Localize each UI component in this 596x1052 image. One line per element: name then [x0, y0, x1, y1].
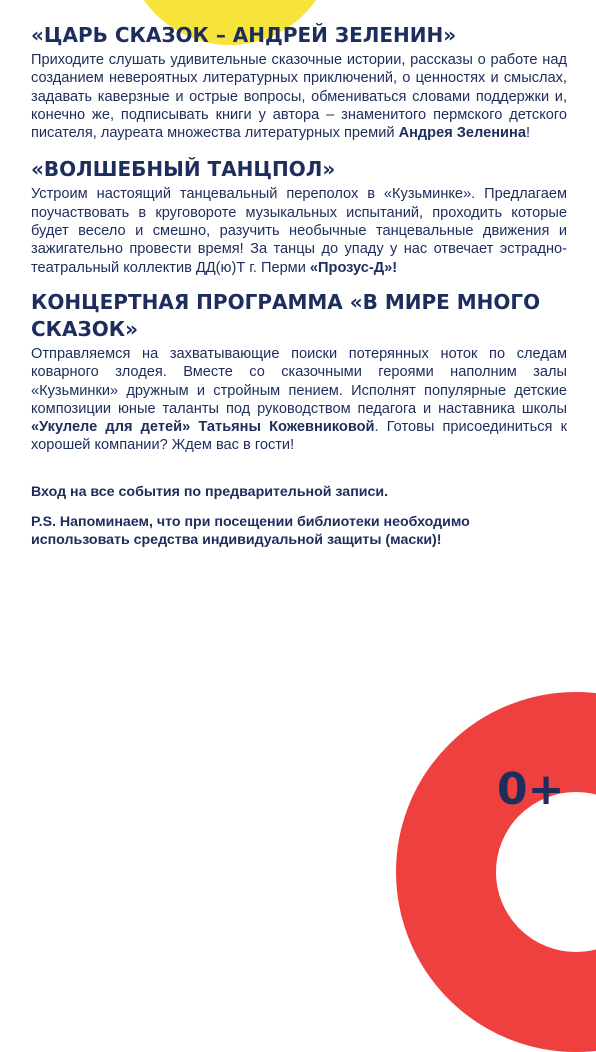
registration-note: Вход на все события по предварительной записи.: [31, 483, 389, 500]
section-concert-program: [31, 289, 567, 455]
collective-name: «Прозус-Д»!: [309, 259, 398, 276]
section-body: Отправляемся на захватывающие поиски потерянных ноток по следам коварного злодея. Вместе со сказочными героями наполним залы «Кузьминки» дружным и стройным пением. Исполнят популярные детские композиции юные таланты под руководством педагога и наставника школы «Укулеле для детей» Татьяны Кожевниковой. Готовы присоединиться к хорошей компании? Ждем вас в гости!: [31, 345, 567, 454]
age-rating-badge: 0+: [497, 764, 565, 815]
section-dance-floor: [31, 156, 567, 276]
decorative-red-ring: [396, 692, 596, 1052]
flyer-content: [31, 22, 567, 549]
section-tsar-skazok: [31, 22, 567, 142]
section-body: Приходите слушать удивительные сказочные истории, рассказы о работе над созданием невероятных литературных приключений, о ценностях и смыслах, задавать каверзные и острые вопросы, обмениваться словами поддержки и, конечно же, подписывать книги у автора – знаменитого пермского детского писателя, лауреата множества литературных премий Андрея Зеленина!: [31, 52, 567, 142]
school-name: «Укулеле для детей» Татьяны Кожевниковой: [31, 419, 375, 436]
section-title: «ЦАРЬ СКАЗОК – АНДРЕЙ ЗЕЛЕНИН»: [31, 23, 457, 47]
section-body: Устроим настоящий танцевальный переполох в «Кузьминке». Предлагаем поучаствовать в круговороте музыкальных испытаний, проходить которые будет весело и смешно, разучить необычные танцевальные движения и зажигательно провести время! За танцы до упаду у нас отвечает эстрадно-театральный коллектив ДД(ю)Т г. Перми «Прозус-Д»!: [31, 186, 567, 276]
section-title: «ВОЛШЕБНЫЙ ТАНЦПОЛ»: [31, 157, 336, 182]
section-title: КОНЦЕРТНАЯ ПРОГРАММА «В МИРЕ МНОГО СКАЗОК»: [31, 289, 541, 341]
author-name: Андрея Зеленина: [398, 125, 526, 142]
mask-reminder-note: P.S. Напоминаем, что при посещении библиотеки необходимо использовать средства индивидуальной защиты (маски)!: [31, 513, 470, 548]
